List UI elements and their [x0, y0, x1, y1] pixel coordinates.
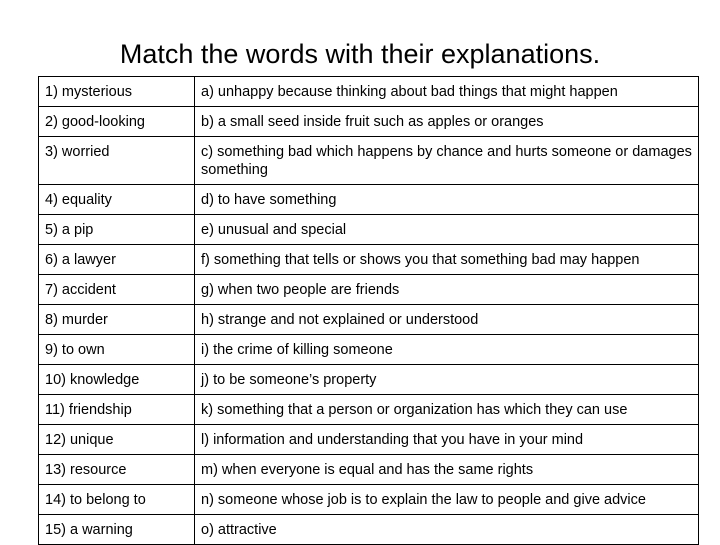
definition-cell: j) to be someone’s property	[195, 365, 699, 395]
word-cell: 9) to own	[39, 335, 195, 365]
definition-cell: g) when two people are friends	[195, 275, 699, 305]
page-title: Match the words with their explanations.	[119, 39, 601, 69]
word-cell: 1) mysterious	[39, 77, 195, 107]
table-row	[39, 245, 699, 275]
word-cell: 11) friendship	[39, 395, 195, 425]
definition-cell: d) to have something	[195, 185, 699, 215]
word-cell: 5) a pip	[39, 215, 195, 245]
definition-cell: i) the crime of killing someone	[195, 335, 699, 365]
table-row	[39, 107, 699, 137]
word-cell: 6) a lawyer	[39, 245, 195, 275]
table-row	[39, 77, 699, 107]
word-cell: 14) to belong to	[39, 485, 195, 515]
definition-cell: m) when everyone is equal and has the same rights	[195, 455, 699, 485]
word-cell: 12) unique	[39, 425, 195, 455]
table-row	[39, 365, 699, 395]
word-cell: 3) worried	[39, 137, 195, 185]
word-cell: 2) good-looking	[39, 107, 195, 137]
word-cell: 13) resource	[39, 455, 195, 485]
table-row	[39, 515, 699, 545]
definition-cell: b) a small seed inside fruit such as apples or oranges	[195, 107, 699, 137]
word-cell: 4) equality	[39, 185, 195, 215]
definition-cell: h) strange and not explained or understood	[195, 305, 699, 335]
definition-cell: a) unhappy because thinking about bad things that might happen	[195, 77, 699, 107]
table-row	[39, 137, 699, 185]
word-cell: 10) knowledge	[39, 365, 195, 395]
table-row	[39, 215, 699, 245]
definition-cell: l) information and understanding that you have in your mind	[195, 425, 699, 455]
table-row	[39, 485, 699, 515]
table-row	[39, 275, 699, 305]
word-cell: 7) accident	[39, 275, 195, 305]
definition-cell: k) something that a person or organization has which they can use	[195, 395, 699, 425]
table-row	[39, 335, 699, 365]
table-row	[39, 305, 699, 335]
definition-cell: o) attractive	[195, 515, 699, 545]
table-row	[39, 425, 699, 455]
definition-cell: c) something bad which happens by chance and hurts someone or damages something	[195, 137, 699, 185]
matching-table	[38, 76, 699, 545]
definition-cell: e) unusual and special	[195, 215, 699, 245]
table-row	[39, 395, 699, 425]
table-row	[39, 185, 699, 215]
definition-cell: f) something that tells or shows you that something bad may happen	[195, 245, 699, 275]
word-cell: 15) a warning	[39, 515, 195, 545]
definition-cell: n) someone whose job is to explain the law to people and give advice	[195, 485, 699, 515]
matching-table-body	[39, 77, 699, 545]
table-row	[39, 455, 699, 485]
word-cell: 8) murder	[39, 305, 195, 335]
